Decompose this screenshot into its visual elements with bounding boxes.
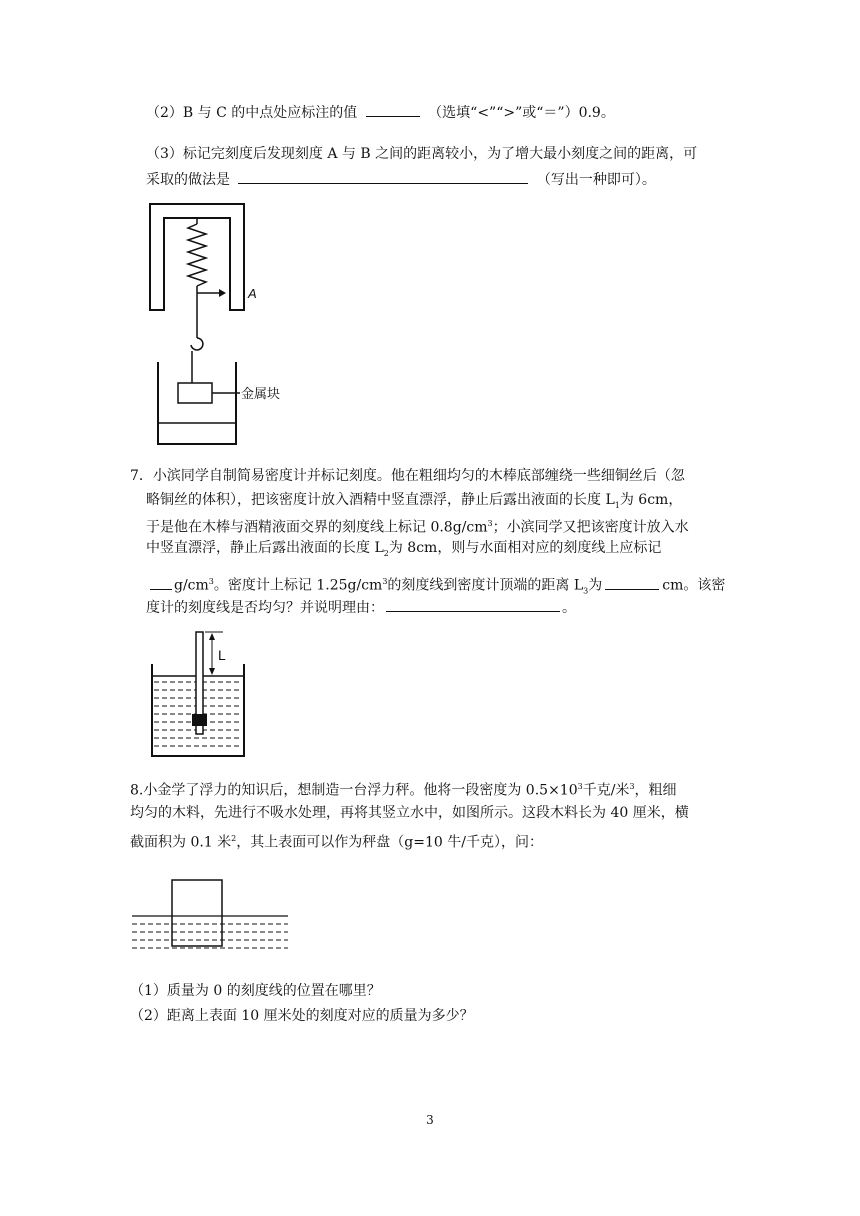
q7-l3-sub: 3 [583, 586, 589, 596]
q8-line1-b: 千克/米 [582, 782, 630, 799]
q7-line4-b: 为 8cm，则与水面相对应的刻度线上应标记 [388, 540, 662, 556]
q7-line3-sup: 3 [487, 519, 493, 528]
q7-line4-a: 中竖直漂浮，静止后露出液面的长度 L [146, 540, 384, 556]
q8-line3-sup: 2 [231, 834, 237, 843]
q7-line5-d: 为 [588, 577, 603, 594]
q7-line3-a: 于是他在木棒与酒精液面交界的刻度线上标记 0.8g/cm [146, 519, 488, 536]
q7-line6-b: 。 [562, 600, 576, 616]
q7-line2-a: 略铜丝的体积），把该密度计放入酒精中竖直漂浮，静止后露出液面的长度 L [146, 492, 615, 508]
spring-scale-figure [148, 200, 281, 450]
q6-part3-blank[interactable] [238, 169, 528, 184]
q7-line5-b: 。密度计上标记 1.25g/cm [213, 577, 383, 594]
q6-part3-line2 [146, 169, 656, 190]
q7-line6 [146, 597, 576, 618]
q7-line5-c: 的刻度线到密度计顶端的距离 L [387, 577, 584, 594]
q7-blank-length[interactable] [605, 575, 659, 590]
q6-part3-line1: （3）标记完刻度后发现刻度 A 与 B 之间的距离较小，为了增大最小刻度之间的距离，可 [146, 146, 698, 162]
q8-line1-a: 8.小金学了浮力的知识后，想制造一台浮力秤。他将一段密度为 0.5×10 [130, 782, 578, 799]
q6-part3-text-b: （写出一种即可）。 [536, 172, 656, 188]
q7-line5-sup2: 3 [382, 577, 388, 586]
metal-block [178, 383, 212, 403]
q8-line1-c: ，粗细 [634, 782, 677, 799]
hook [191, 338, 203, 350]
q6-part2 [146, 102, 615, 123]
q8-line3 [130, 829, 543, 853]
q7-line6-a: 度计的刻度线是否均匀？并说明理由： [146, 600, 384, 616]
q8-line2: 均匀的木料，先进行不吸水处理，再将其竖立水中，如图所示。这段木料长为 40 厘米，横 [130, 805, 689, 821]
q7-line3 [146, 514, 689, 538]
q6-part2-text-b: （选填“<”“>”或“＝”）0.9。 [428, 105, 615, 121]
q7-l2-sub: 2 [383, 548, 389, 558]
q7-line3-b: ；小滨同学又把该密度计放入水 [492, 519, 689, 536]
spring-coil [188, 224, 206, 286]
q7-blank-reason[interactable] [386, 597, 560, 612]
q7-l1-sub: 1 [614, 500, 620, 510]
q8-sub2: （2）距离上表面 10 厘米处的刻度对应的质量为多少？ [130, 1008, 474, 1024]
page-number: 3 [426, 1113, 434, 1127]
floating-block-figure [130, 876, 290, 956]
q7-line5-sup1: 3 [208, 577, 214, 586]
q6-part2-blank[interactable] [366, 102, 420, 117]
q7-line2 [146, 490, 682, 516]
pointer-label-a: A [248, 286, 257, 301]
q8-line3-a: 截面积为 0.1 米 [130, 834, 232, 851]
copper-wire-weight [192, 714, 207, 726]
hydrometer-figure [148, 630, 252, 760]
q7-line5-a: g/cm [174, 577, 209, 594]
q7-line1: 7．小滨同学自制简易密度计并标记刻度。他在粗细均匀的木棒底部缠绕一些细铜丝后（忽 [130, 468, 685, 484]
q8-line1-sup2: 3 [629, 782, 635, 791]
q7-line2-b: 为 6cm， [619, 492, 683, 508]
metal-block-label: 金属块 [241, 386, 281, 401]
q8-line3-b: ，其上表面可以作为秤盘（g=10 牛/千克），问： [236, 834, 543, 851]
q8-line1-sup1: 3 [577, 782, 583, 791]
q6-part3-text-a: 采取的做法是 [146, 172, 230, 188]
q8-sub1: （1）质量为 0 的刻度线的位置在哪里？ [130, 983, 381, 999]
q6-part2-text-a: （2）B 与 C 的中点处应标注的值 [146, 105, 358, 121]
q7-blank-density[interactable] [150, 575, 172, 590]
q8-line1 [130, 777, 677, 801]
length-label-l: L [218, 647, 226, 663]
wooden-block [172, 880, 222, 946]
q7-line5-e: cm。该密 [662, 577, 726, 594]
q7-line4 [146, 538, 661, 564]
